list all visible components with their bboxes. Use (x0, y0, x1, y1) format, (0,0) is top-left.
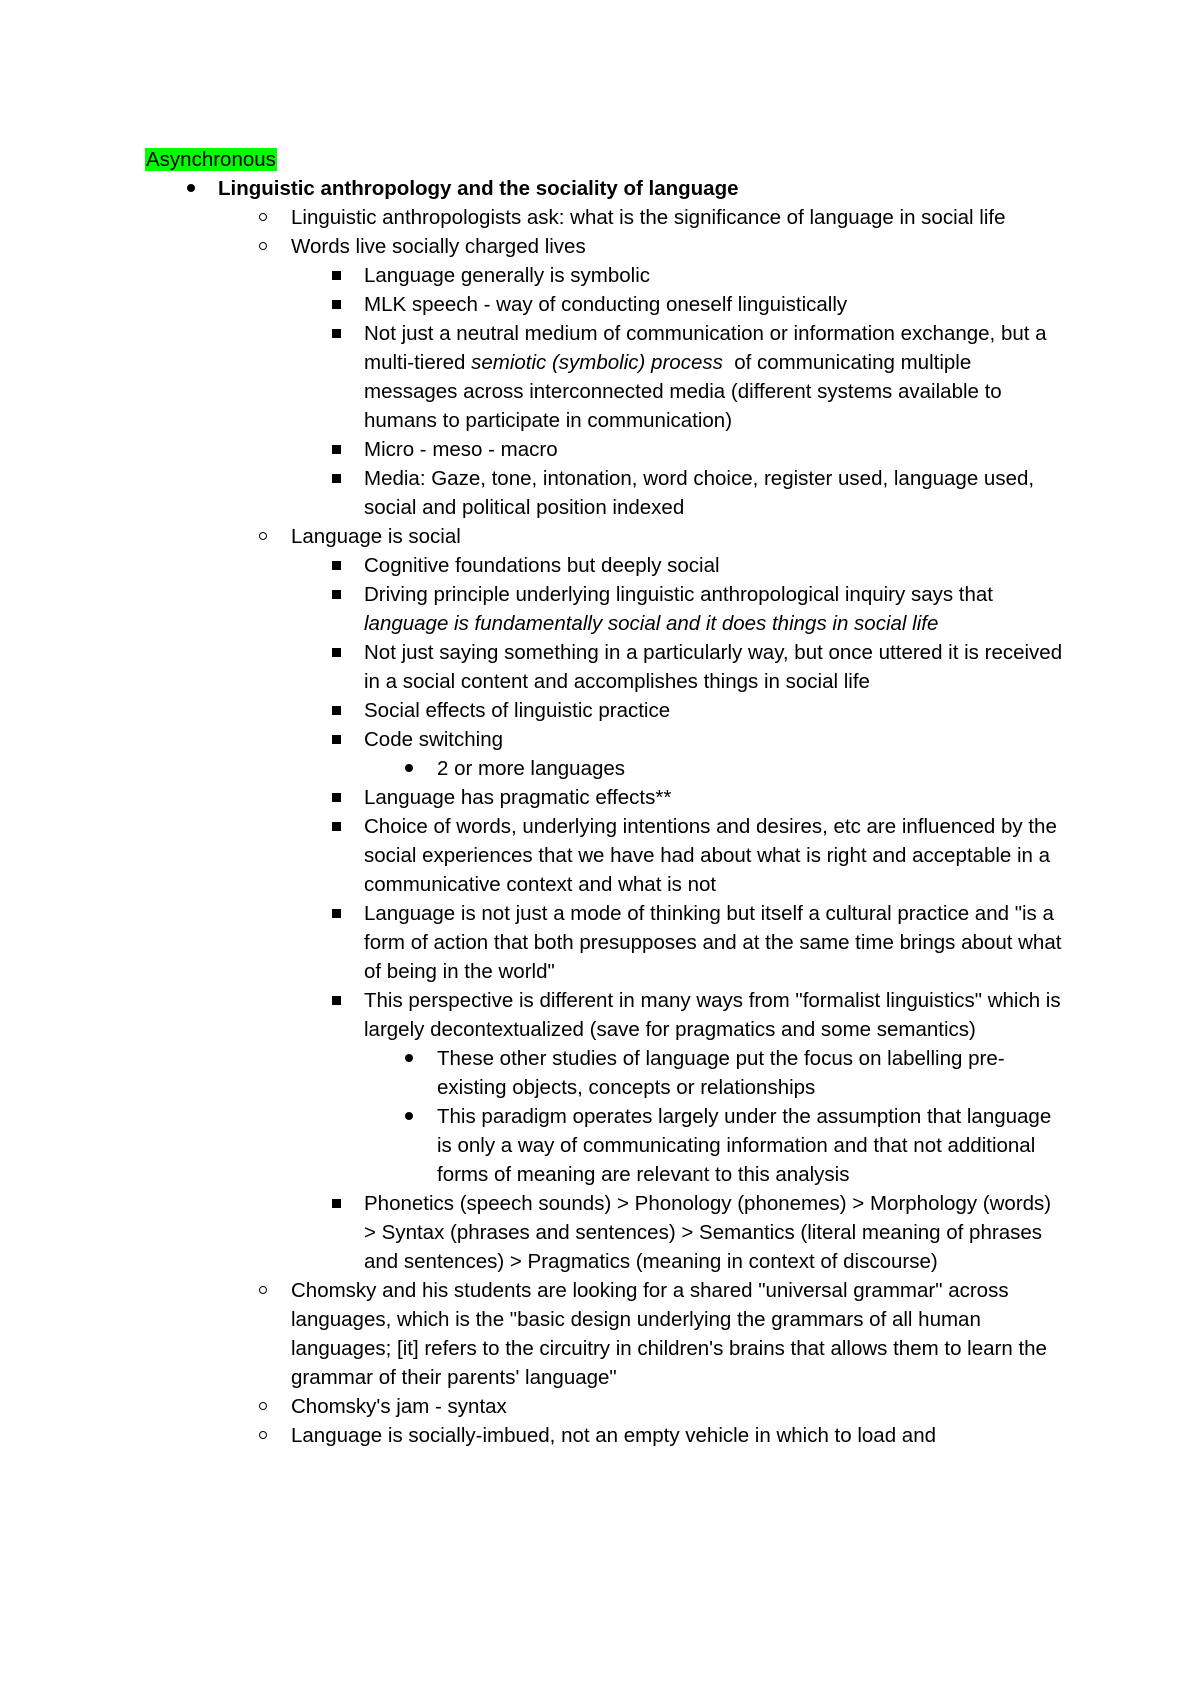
bullet-square-icon (326, 696, 346, 725)
bullet-square-icon (326, 783, 346, 812)
list-item (145, 1044, 1065, 1102)
section-item (145, 174, 1065, 203)
list-item-text: 2 or more languages (437, 757, 626, 780)
list-item-text: Media: Gaze, tone, intonation, word choice, register used, language used, social and political position indexed (364, 467, 1035, 519)
bullet-square-icon (326, 464, 346, 493)
list-item-text: Not just saying something in a particularly way, but once uttered it is received in a social content and accomplishes things in social life (364, 641, 1063, 693)
heading-line (145, 145, 1065, 174)
bullet-circle-icon (253, 203, 273, 232)
list-item-emphasis: semiotic (symbolic) process (471, 351, 723, 374)
bullet-dot-icon (399, 1102, 419, 1131)
bullet-square-icon (326, 290, 346, 319)
list-item (145, 522, 1065, 551)
list-item (145, 580, 1065, 638)
bullet-square-icon (326, 319, 346, 348)
bullet-circle-icon (253, 232, 273, 261)
list-item (145, 725, 1065, 754)
list-item (145, 812, 1065, 899)
list-item (145, 783, 1065, 812)
bullet-square-icon (326, 725, 346, 754)
list-item (145, 290, 1065, 319)
list-item (145, 1392, 1065, 1421)
list-item-text: Micro - meso - macro (364, 438, 558, 461)
list-item-text: Cognitive foundations but deeply social (364, 554, 720, 577)
list-item-text: Language generally is symbolic (364, 264, 651, 287)
section-title: Linguistic anthropology and the sociality of language (218, 177, 739, 200)
bullet-square-icon (326, 1189, 346, 1218)
bullet-square-icon (326, 261, 346, 290)
bullet-square-icon (326, 435, 346, 464)
list-item (145, 899, 1065, 986)
list-item (145, 1102, 1065, 1189)
list-item (145, 1276, 1065, 1392)
bullet-square-icon (326, 812, 346, 841)
list-item-text: Chomsky's jam - syntax (291, 1395, 507, 1418)
list-item (145, 203, 1065, 232)
list-item-emphasis: language is fundamentally social and it does things in social life (364, 612, 939, 635)
list-item (145, 261, 1065, 290)
bullet-dot-icon (399, 754, 419, 783)
list-item-text: Language has pragmatic effects** (364, 786, 672, 809)
bullet-dot-icon (181, 174, 201, 203)
list-item-text: Words live socially charged lives (291, 235, 586, 258)
list-item-text-post: of communicating multiple messages across interconnected media (different systems available to humans to participate in communication) (364, 351, 1008, 432)
list-item-text: Code switching (364, 728, 504, 751)
document-body (145, 145, 1065, 1450)
list-item-text: This paradigm operates largely under the assumption that language is only a way of communicating information and that not additional forms of meaning are relevant to this analysis (437, 1105, 1052, 1186)
list-item-text: Language is not just a mode of thinking but itself a cultural practice and "is a form of action that both presupposes and at the same time brings about what of being in the world" (364, 902, 1062, 983)
bullet-circle-icon (253, 522, 273, 551)
list-item-text: Social effects of linguistic practice (364, 699, 671, 722)
list-item-text-pre: Driving principle underlying linguistic anthropological inquiry says that (364, 583, 993, 606)
highlighted-heading: Asynchronous (146, 148, 276, 171)
list-item (145, 551, 1065, 580)
list-item (145, 754, 1065, 783)
list-item-text: Language is social (291, 525, 461, 548)
list-item (145, 232, 1065, 261)
list-item-text: Choice of words, underlying intentions and desires, etc are influenced by the social experiences that we have had about what is right and acceptable in a communicative context and what is not (364, 815, 1057, 896)
list-item (145, 319, 1065, 435)
bullet-square-icon (326, 580, 346, 609)
list-item (145, 696, 1065, 725)
list-item (145, 1421, 1065, 1450)
bullet-circle-icon (253, 1392, 273, 1421)
bullet-circle-icon (253, 1421, 273, 1450)
list-item-text: Phonetics (speech sounds) > Phonology (phonemes) > Morphology (words) > Syntax (phrases and sentences) > Semantics (literal meaning of phrases and sentences) > Pragmatics (meaning in context of discourse) (364, 1192, 1052, 1273)
bullet-square-icon (326, 638, 346, 667)
bullet-circle-icon (253, 1276, 273, 1305)
list-item-text-pre: Not just a neutral medium of communication or information exchange, but a multi-tiered (364, 322, 1047, 374)
bullet-square-icon (326, 899, 346, 928)
list-item (145, 435, 1065, 464)
bullet-dot-icon (399, 1044, 419, 1073)
list-item-text: These other studies of language put the focus on labelling pre-existing objects, concepts or relationships (437, 1047, 1005, 1099)
list-item (145, 464, 1065, 522)
list-item-text: MLK speech - way of conducting oneself linguistically (364, 293, 848, 316)
list-item (145, 1189, 1065, 1276)
bullet-square-icon (326, 551, 346, 580)
list-item (145, 986, 1065, 1044)
list-item-text: Linguistic anthropologists ask: what is the significance of language in social life (291, 206, 1006, 229)
list-item-text: Chomsky and his students are looking for a shared "universal grammar" across languages, which is the "basic design underlying the grammars of all human languages; [it] refers to the circuitry in children's brains that allows them to learn the grammar of their parents' language" (291, 1279, 1047, 1389)
list-item-text: This perspective is different in many ways from "formalist linguistics" which is largely decontextualized (save for pragmatics and some semantics) (364, 989, 1061, 1041)
bullet-square-icon (326, 986, 346, 1015)
list-item-text: Language is socially-imbued, not an empty vehicle in which to load and (291, 1424, 936, 1447)
list-item (145, 638, 1065, 696)
